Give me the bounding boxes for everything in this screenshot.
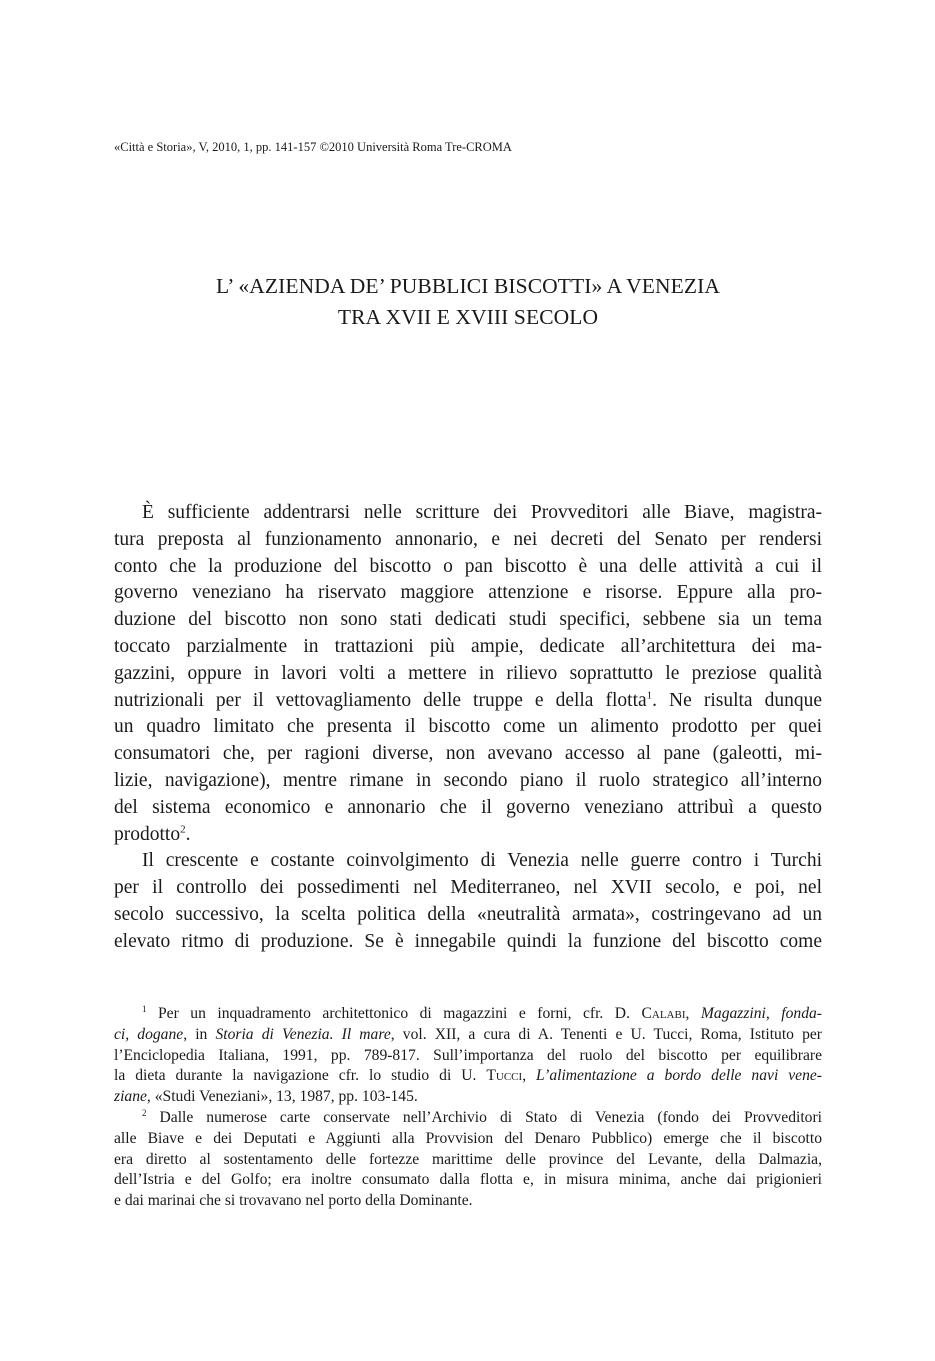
title-line-1: L’ «AZIENDA DE’ PUBBLICI BISCOTTI» A VENEZIA: [215, 274, 721, 298]
body-line-with-footnote: [114, 688, 822, 715]
work-title: ci, dogane: [114, 1025, 184, 1043]
body-line: tura preposta al funzionamento annonario, e nei decreti del Senato per rendersi: [114, 528, 822, 550]
article-body: [114, 500, 822, 956]
body-text: nutrizionali per il vettovagliamento delle truppe e della flotta: [114, 689, 647, 711]
body-line: gazzini, oppure in lavori volti a mettere in rilievo soprattutto le preziose qualità: [114, 662, 822, 684]
body-line: elevato ritmo di produzione. Se è innegabile quindi la funzione del biscotto come: [114, 930, 822, 952]
body-line: consumatori che, per ragioni diverse, non avevano accesso al pane (galeotti, mi-: [114, 743, 822, 765]
footnote-line: [114, 1066, 822, 1087]
footnote-ref-1[interactable]: 1: [646, 689, 653, 702]
paragraph-1: [114, 500, 822, 848]
footnote-line: e dai marinai che si trovavano nel porto della Dominante.: [114, 1192, 473, 1210]
body-line: per il controllo dei possedimenti nel Mediterraneo, nel XVII secolo, e poi, nel: [114, 877, 822, 899]
body-line: toccato parzialmente in trattazioni più ampie, dedicate all’architettura dei ma-: [114, 635, 822, 657]
body-text: .: [652, 689, 658, 711]
footnote-line: [114, 1087, 822, 1108]
footnote-line: l’Enciclopedia Italiana, 1991, pp. 789-817. Sull’importanza del ruolo del biscotto per equilibrare: [114, 1046, 822, 1064]
footnote-text: , vol. XII, a cura di A. Tenenti e U. Tucci, Roma, Istituto per: [390, 1025, 822, 1043]
work-title: Storia di Venezia. Il mare: [215, 1025, 391, 1043]
footnote-text: ,: [685, 1005, 701, 1022]
author-name: Calabi: [641, 1005, 686, 1022]
body-line: secolo successivo, la scelta politica della «neutralità armata», costringevano ad un: [114, 903, 822, 925]
work-title: Magazzini, fonda-: [700, 1005, 822, 1022]
footnote-line: alle Biave e dei Deputati e Aggiunti alla Provvision del Denaro Pubblico) emerge che il biscotto: [114, 1129, 822, 1147]
body-line: Il crescente e costante coinvolgimento di Venezia nelle guerre contro i Turchi: [142, 850, 822, 872]
body-line: governo veneziano ha riservato maggiore attenzione e risorse. Eppure alla pro-: [114, 582, 822, 604]
paragraph-2: [114, 848, 822, 955]
footnote-text: la dieta durante la navigazione cfr. lo studio di U.: [114, 1067, 487, 1085]
body-line: un quadro limitato che presenta il biscotto come un alimento prodotto per quei: [114, 716, 822, 738]
title-line-2: TRA XVII E XVIII SECOLO: [337, 305, 599, 329]
footnote-text: , in: [183, 1025, 216, 1043]
footnote-1: [114, 1004, 822, 1108]
footnote-ref-2[interactable]: 2: [180, 823, 186, 836]
footnote-number: 1: [142, 1003, 147, 1014]
footnote-line: era diretto al sostentamento delle fortezze marittime delle province del Levante, della Dalmazia,: [114, 1150, 822, 1168]
body-text: Ne risulta dunque: [657, 689, 822, 711]
footnote-text: Per un inquadramento architettonico di magazzini e forni, cfr. D.: [146, 1005, 642, 1022]
footnote-2: [114, 1108, 822, 1212]
footnotes: [114, 1004, 822, 1212]
author-name: Tucci: [486, 1067, 523, 1085]
body-line: lizie, navigazione), mentre rimane in secondo piano il ruolo strategico all’interno: [114, 769, 822, 791]
footnote-text: Dalle numerose carte conservate nell’Archivio di Stato di Venezia (fondo dei Provveditori: [146, 1108, 822, 1126]
work-title: ziane: [114, 1088, 147, 1106]
work-title: L’alimentazione a bordo delle navi vene-: [536, 1067, 822, 1085]
body-text: .: [185, 823, 191, 845]
footnote-line: [114, 1108, 822, 1129]
body-line-with-footnote: [114, 822, 822, 849]
article-title: [114, 271, 822, 333]
body-line: duzione del biscotto non sono stati dedicati studi specifici, sebbene sia un tema: [114, 609, 822, 631]
body-line: del sistema economico e annonario che il governo veneziano attribuì a questo: [114, 796, 822, 818]
footnote-line: [114, 1004, 822, 1025]
body-line: conto che la produzione del biscotto o pan biscotto è una delle attività a cui il: [114, 555, 822, 577]
footnote-number: 2: [142, 1107, 147, 1118]
running-header: «Città e Storia», V, 2010, 1, pp. 141-157 ©2010 Università Roma Tre-CROMA: [114, 140, 512, 154]
footnote-line: dell’Istria e del Golfo; era inoltre consumato dalla flotta e, in misura minima, anche dai prigionieri: [114, 1171, 822, 1189]
body-line: È sufficiente addentrarsi nelle scritture dei Provveditori alle Biave, magistra-: [142, 502, 822, 523]
footnote-text: ,: [522, 1067, 537, 1085]
footnote-text: , «Studi Veneziani», 13, 1987, pp. 103-145.: [146, 1088, 418, 1106]
footnote-line: [114, 1025, 822, 1046]
body-text: prodotto: [114, 823, 181, 845]
